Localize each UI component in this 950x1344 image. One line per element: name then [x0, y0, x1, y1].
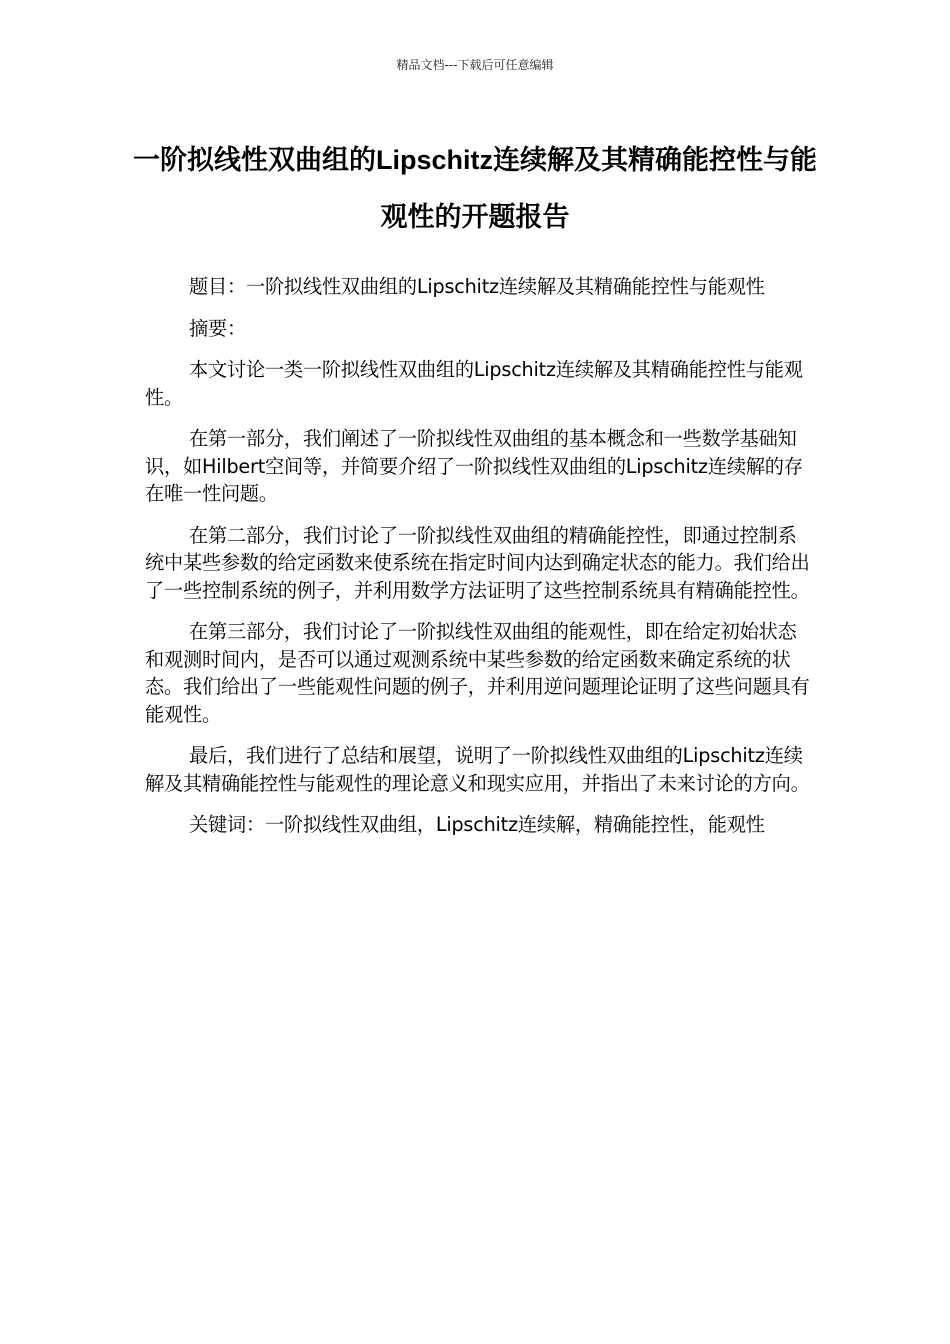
intro-paragraph: 本文讨论一类一阶拟线性双曲组的Lipschitz连续解及其精确能控性与能观性。	[145, 358, 803, 409]
part-three-paragraph: 在第三部分，我们讨论了一阶拟线性双曲组的能观性，即在给定初始状态和观测时间内，是否可以通过观测系统中某些参数的给定函数来确定系统的状态。我们给出了一些能观性问题的例子，并利用逆问题理论证明了这些问题具有能观性。	[145, 620, 810, 726]
part-one-paragraph: 在第一部分，我们阐述了一阶拟线性双曲组的基本概念和一些数学基础知识，如Hilbert空间等，并简要介绍了一阶拟线性双曲组的Lipschitz连续解的存在唯一性问题。	[145, 427, 803, 505]
conclusion-paragraph: 最后，我们进行了总结和展望，说明了一阶拟线性双曲组的Lipschitz连续解及其精确能控性与能观性的理论意义和现实应用，并指出了未来讨论的方向。	[145, 744, 810, 795]
document-body	[145, 273, 810, 853]
header-note: 精品文档---下载后可任意编辑	[396, 58, 554, 72]
document-title: 一阶拟线性双曲组的Lipschitz连续解及其精确能控性与能观性的开题报告	[132, 145, 817, 232]
abstract-label: 摘要：	[189, 316, 246, 340]
part-two-paragraph: 在第二部分，我们讨论了一阶拟线性双曲组的精确能控性，即通过控制系统中某些参数的给定函数来使系统在指定时间内达到确定状态的能力。我们给出了一些控制系统的例子，并利用数学方法证明了这些控制系统具有精确能控性。	[145, 523, 810, 602]
keywords-paragraph: 关键词：一阶拟线性双曲组，Lipschitz连续解，精确能控性，能观性	[189, 813, 765, 836]
topic-paragraph: 题目：一阶拟线性双曲组的Lipschitz连续解及其精确能控性与能观性	[189, 275, 765, 298]
